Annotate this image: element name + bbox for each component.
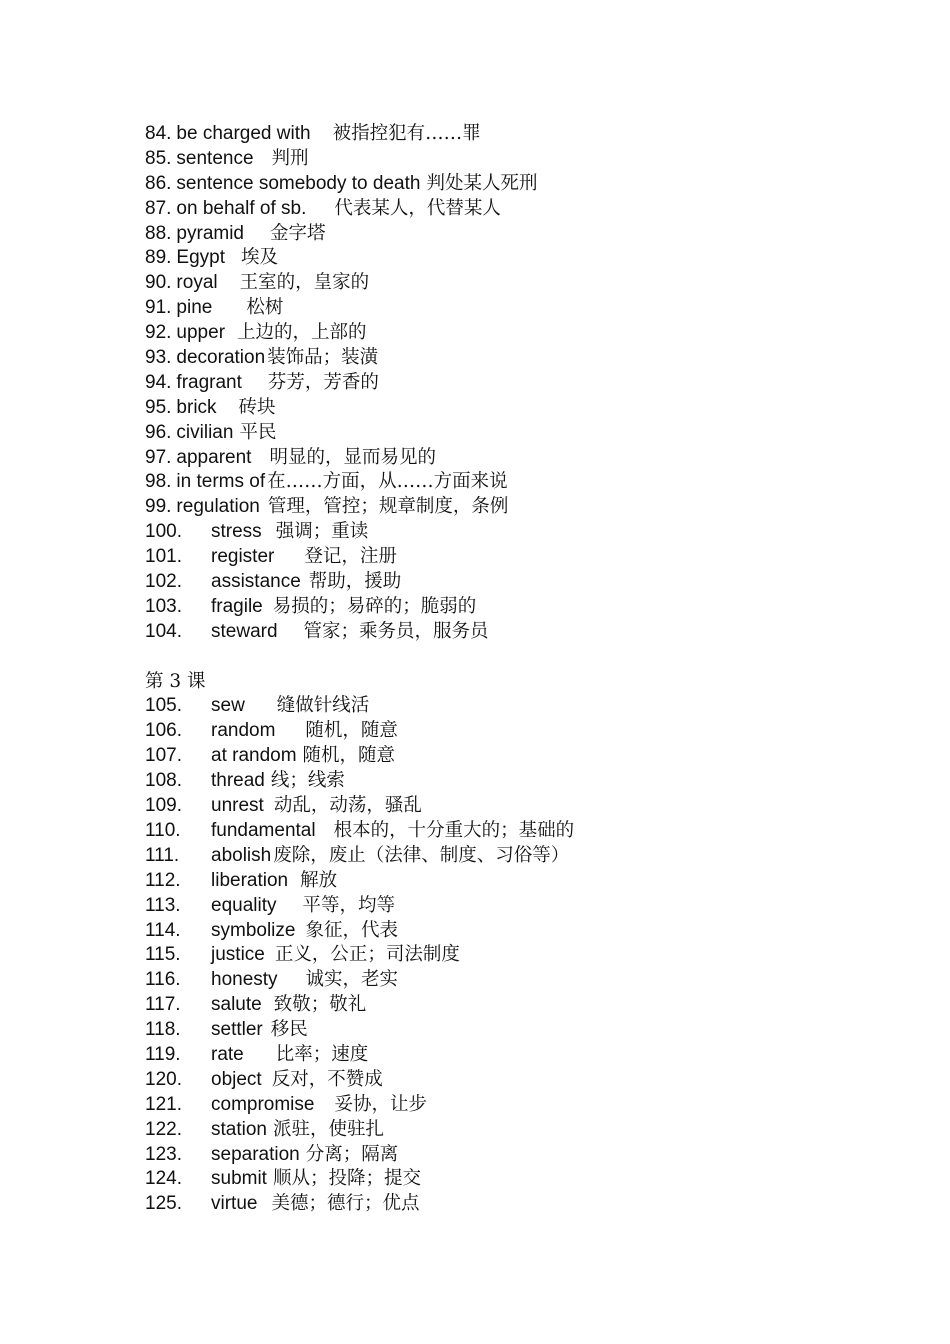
entry-definition: 登记，注册 [304, 546, 397, 568]
entry-term: station [211, 1118, 267, 1140]
entry-number: 110. [145, 819, 181, 841]
vocab-entry [145, 894, 885, 919]
vocab-entry [145, 172, 885, 197]
entry-term: fragile [211, 595, 263, 617]
vocab-entry [145, 446, 885, 471]
entry-definition: 芬芳，芳香的 [267, 371, 379, 393]
entry-definition: 装饰品；装潢 [267, 347, 379, 369]
entry-number: 113. [145, 894, 181, 916]
entry-term: pine [176, 297, 213, 319]
entry-term: equality [211, 894, 277, 916]
entry-number: 123. [145, 1143, 182, 1165]
entry-term: liberation [211, 869, 289, 891]
vocab-entry [145, 869, 885, 894]
entry-definition: 松树 [246, 297, 284, 319]
entry-definition: 帮助，援助 [308, 571, 402, 593]
entry-number: 115. [145, 944, 181, 966]
entry-number: 112. [145, 869, 181, 891]
entry-number: 109. [145, 795, 182, 817]
entry-definition: 上边的，上部的 [237, 322, 367, 344]
entry-term: brick [176, 396, 217, 418]
vocab-entry [145, 1192, 885, 1217]
entry-term: sentence [176, 147, 254, 169]
entry-term: in terms of [176, 471, 266, 493]
entry-definition: 反对，不赞成 [271, 1068, 383, 1090]
vocab-entry [145, 321, 885, 346]
vocab-entry [145, 520, 885, 545]
vocab-entry [145, 421, 885, 446]
entry-definition: 缝做针线活 [276, 695, 370, 717]
vocab-entry [145, 1167, 885, 1192]
vocab-entry [145, 545, 885, 570]
entry-number: 89. [145, 247, 172, 269]
vocab-entry [145, 919, 885, 944]
entry-definition: 线；线索 [270, 770, 345, 792]
vocab-entry [145, 744, 885, 769]
entry-number: 95. [145, 396, 172, 418]
entry-definition: 根本的，十分重大的；基础的 [333, 819, 575, 841]
entry-definition: 代表某人，代替某人 [334, 197, 501, 219]
entry-number: 118. [145, 1019, 181, 1041]
vocab-entry [145, 943, 885, 968]
entry-definition: 被指控犯有……罪 [332, 123, 481, 144]
vocab-entry [145, 620, 885, 645]
entry-term: honesty [211, 969, 278, 991]
entry-definition: 妥协，让步 [334, 1093, 427, 1115]
entry-definition: 易损的；易碎的；脆弱的 [272, 595, 477, 617]
entry-number: 114. [145, 919, 181, 941]
entry-term: sew [211, 695, 245, 717]
entry-term: at random [211, 745, 297, 767]
vocabulary-group-3 [145, 694, 885, 1217]
entry-term: rate [211, 1043, 244, 1065]
entry-term: symbolize [211, 919, 296, 941]
entry-number: 92. [145, 322, 172, 344]
entry-term: upper [176, 322, 226, 344]
entry-number: 96. [145, 421, 172, 443]
entry-definition: 管家；乘务员，服务员 [303, 620, 489, 642]
entry-term: pyramid [176, 222, 244, 244]
entry-term: compromise [211, 1093, 315, 1115]
entry-number: 86. [145, 172, 172, 194]
entry-term: separation [211, 1143, 300, 1165]
vocab-entry [145, 1018, 885, 1043]
vocab-entry [145, 794, 885, 819]
entry-number: 84. [145, 123, 172, 144]
entry-definition: 分离；隔离 [305, 1143, 399, 1165]
entry-term: sentence somebody to death [176, 172, 421, 194]
entry-term: fundamental [211, 819, 316, 841]
vocab-entry [145, 197, 885, 222]
entry-term: virtue [211, 1193, 258, 1215]
vocab-entry [145, 570, 885, 595]
entry-number: 119. [145, 1043, 181, 1065]
entry-number: 97. [145, 446, 172, 468]
entry-definition: 解放 [300, 869, 338, 891]
vocabulary-group-1 [145, 122, 885, 520]
entry-number: 100. [145, 521, 182, 543]
vocab-entry [145, 595, 885, 620]
vocab-entry [145, 246, 885, 271]
entry-number: 103. [145, 595, 182, 617]
entry-term: settler [211, 1019, 263, 1041]
entry-definition: 明显的，显而易见的 [269, 446, 436, 468]
vocab-entry [145, 1043, 885, 1068]
entry-number: 108. [145, 770, 182, 792]
entry-number: 87. [145, 197, 172, 219]
entry-number: 93. [145, 347, 172, 369]
vocab-entry [145, 371, 885, 396]
entry-definition: 在……方面，从……方面来说 [267, 471, 508, 493]
entry-number: 121. [145, 1093, 182, 1115]
entry-term: object [211, 1068, 262, 1090]
entry-number: 90. [145, 272, 172, 294]
entry-definition: 强调；重读 [275, 521, 369, 543]
vocab-entry [145, 222, 885, 247]
vocab-entry [145, 819, 885, 844]
entry-definition: 管理，管控；规章制度，条例 [267, 496, 509, 518]
vocab-entry [145, 296, 885, 321]
entry-definition: 砖块 [238, 396, 276, 418]
vocab-entry [145, 1093, 885, 1118]
entry-definition: 象征，代表 [305, 919, 398, 941]
blank-line [145, 645, 885, 670]
entry-definition: 随机，随意 [302, 745, 396, 767]
entry-number: 98. [145, 471, 172, 493]
entry-number: 125. [145, 1193, 182, 1215]
entry-term: justice [211, 944, 265, 966]
entry-definition: 金字塔 [270, 222, 326, 244]
entry-number: 122. [145, 1118, 182, 1140]
entry-term: apparent [176, 446, 252, 468]
entry-number: 111. [145, 844, 180, 866]
vocab-entry [145, 147, 885, 172]
vocabulary-list [145, 122, 885, 1217]
vocab-entry [145, 470, 885, 495]
vocab-entry [145, 271, 885, 296]
entry-definition: 平民 [239, 421, 277, 443]
entry-term: be charged with [176, 123, 311, 144]
entry-definition: 致敬；敬礼 [273, 994, 367, 1016]
entry-term: regulation [176, 496, 260, 518]
vocab-entry [145, 346, 885, 371]
vocabulary-group-2 [145, 520, 885, 644]
vocab-entry [145, 719, 885, 744]
entry-number: 120. [145, 1068, 182, 1090]
entry-term: decoration [176, 347, 266, 369]
entry-number: 107. [145, 745, 182, 767]
entry-number: 117. [145, 994, 181, 1016]
entry-definition: 顺从；投降；提交 [272, 1168, 421, 1190]
entry-number: 104. [145, 620, 182, 642]
vocab-entry [145, 968, 885, 993]
vocab-entry [145, 694, 885, 719]
entry-definition: 判刑 [271, 147, 309, 169]
entry-definition: 王室的，皇家的 [239, 272, 370, 294]
vocab-entry [145, 1118, 885, 1143]
entry-term: civilian [176, 421, 234, 443]
entry-number: 124. [145, 1168, 182, 1190]
entry-term: royal [176, 272, 218, 294]
entry-term: submit [211, 1168, 267, 1190]
entry-number: 85. [145, 147, 172, 169]
entry-term: fragrant [176, 371, 242, 393]
entry-term: register [211, 546, 275, 568]
vocab-entry [145, 1068, 885, 1093]
vocab-entry [145, 122, 885, 147]
entry-definition: 埃及 [241, 247, 279, 269]
entry-definition: 派驻，使驻扎 [272, 1118, 384, 1140]
entry-definition: 移民 [270, 1019, 308, 1041]
entry-definition: 随机，随意 [305, 720, 398, 742]
entry-term: assistance [211, 571, 301, 593]
entry-term: random [211, 720, 276, 742]
entry-number: 105. [145, 695, 182, 717]
entry-definition: 美德；德行；优点 [271, 1193, 420, 1215]
entry-number: 101. [145, 546, 182, 568]
entry-definition: 比率；速度 [275, 1043, 369, 1065]
lesson-heading: 第 3 课 [145, 670, 206, 692]
entry-term: unrest [211, 795, 264, 817]
entry-term: abolish [211, 844, 272, 866]
entry-term: stress [211, 521, 262, 543]
entry-number: 116. [145, 969, 181, 991]
entry-definition: 动乱，动荡，骚乱 [273, 795, 422, 817]
entry-number: 102. [145, 571, 182, 593]
entry-term: on behalf of sb. [176, 197, 307, 219]
vocab-entry [145, 769, 885, 794]
vocab-entry [145, 495, 885, 520]
entry-term: thread [211, 770, 265, 792]
vocab-entry [145, 396, 885, 421]
entry-term: Egypt [176, 247, 226, 269]
entry-definition: 判处某人死刑 [426, 172, 538, 194]
entry-number: 88. [145, 222, 172, 244]
entry-definition: 正义，公正；司法制度 [274, 944, 460, 966]
entry-number: 99. [145, 496, 172, 518]
entry-number: 94. [145, 371, 172, 393]
vocab-entry [145, 1143, 885, 1168]
entry-definition: 废除，废止（法律、制度、习俗等） [273, 844, 570, 866]
entry-number: 91. [145, 297, 172, 319]
vocab-entry [145, 844, 885, 869]
entry-term: steward [211, 620, 278, 642]
vocab-entry [145, 993, 885, 1018]
entry-term: salute [211, 994, 262, 1016]
entry-number: 106. [145, 720, 182, 742]
entry-definition: 平等，均等 [302, 894, 396, 916]
entry-definition: 诚实，老实 [305, 969, 399, 991]
